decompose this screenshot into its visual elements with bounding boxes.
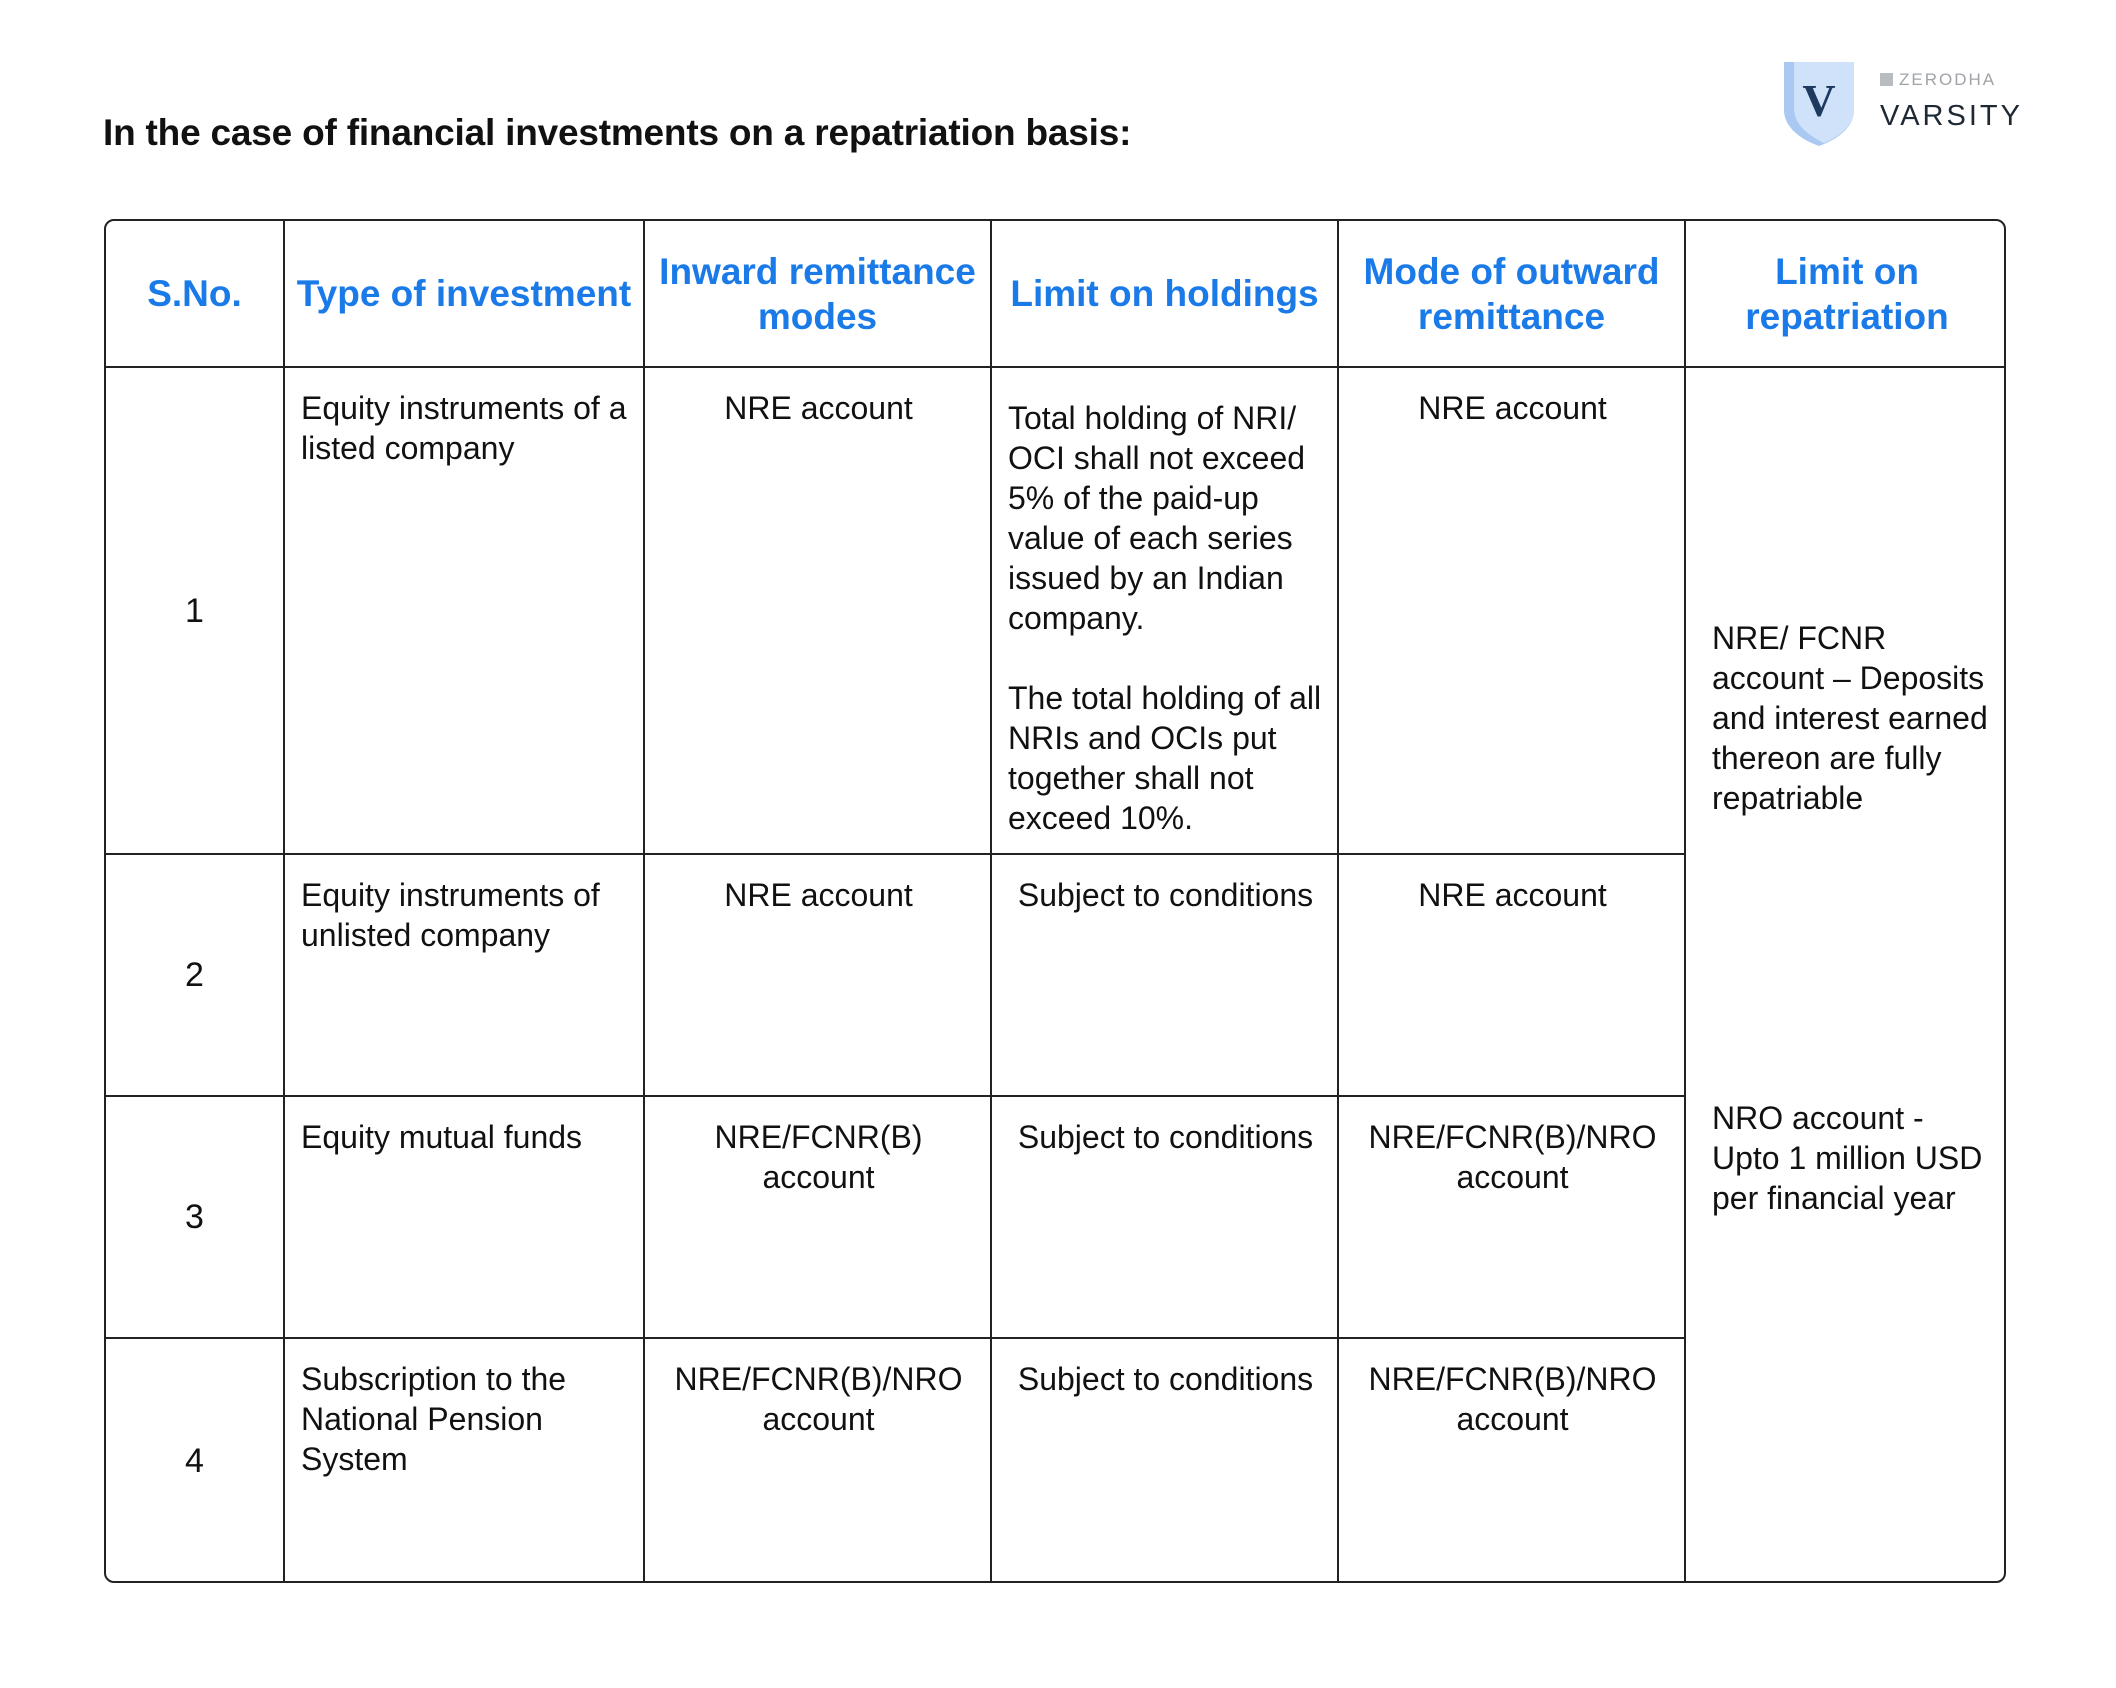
page-title: In the case of financial investments on a repatriation basis: [103, 112, 1132, 153]
table-header-row [106, 221, 2006, 367]
limit-holdings-para-2: The total holding of all NRIs and OCIs put together shall not exceed 10%. [1008, 680, 1322, 836]
varsity-logo [1780, 58, 2023, 148]
row-limit-holdings: Subject to conditions [991, 854, 1338, 1096]
limit-repatriation-cell [1685, 367, 2006, 1583]
zerodha-mark-icon [1880, 73, 1893, 86]
row-type: Equity instruments of unlisted company [284, 854, 644, 1096]
repatriation-table [104, 219, 2006, 1583]
logo-letter: V [1802, 75, 1836, 126]
row-limit-holdings: Subject to conditions [991, 1096, 1338, 1338]
logo-brand [1880, 70, 1996, 90]
header-limit-holdings: Limit on holdings [991, 221, 1338, 367]
header-outward: Mode of outward remittance [1338, 221, 1685, 367]
row-sno: 1 [106, 367, 284, 854]
row-inward: NRE account [644, 367, 991, 854]
row-outward: NRE/FCNR(B)/NRO account [1338, 1338, 1685, 1583]
logo-product: VARSITY [1880, 100, 2023, 132]
row-type: Equity instruments of a listed company [284, 367, 644, 854]
row-limit-holdings: Subject to conditions [991, 1338, 1338, 1583]
row-sno: 2 [106, 854, 284, 1096]
row-inward: NRE/FCNR(B) account [644, 1096, 991, 1338]
table-row [106, 367, 2006, 854]
row-outward: NRE/FCNR(B)/NRO account [1338, 1096, 1685, 1338]
shield-logo-icon [1780, 58, 1858, 148]
row-inward: NRE/FCNR(B)/NRO account [644, 1338, 991, 1583]
row-outward: NRE account [1338, 854, 1685, 1096]
header-type: Type of investment [284, 221, 644, 367]
logo-brand-text: ZERODHA [1899, 70, 1997, 89]
header-inward: Inward remittance modes [644, 221, 991, 367]
limit-holdings-para-1: Total holding of NRI/ OCI shall not exceed 5% of the paid-up value of each series issued by an Indian company. [1008, 400, 1306, 636]
row-inward: NRE account [644, 854, 991, 1096]
row-sno: 3 [106, 1096, 284, 1338]
row-limit-holdings [991, 367, 1338, 854]
row-sno: 4 [106, 1338, 284, 1583]
repatriation-nro: NRO account - Upto 1 million USD per financial year [1712, 1100, 1983, 1216]
repatriation-nre-fcnr: NRE/ FCNR account – Deposits and interest earned thereon are fully repatriable [1712, 620, 1988, 816]
row-type: Equity mutual funds [284, 1096, 644, 1338]
row-type: Subscription to the National Pension System [284, 1338, 644, 1583]
row-outward: NRE account [1338, 367, 1685, 854]
header-sno: S.No. [106, 221, 284, 367]
header-limit-repatriation: Limit on repatriation [1685, 221, 2006, 367]
